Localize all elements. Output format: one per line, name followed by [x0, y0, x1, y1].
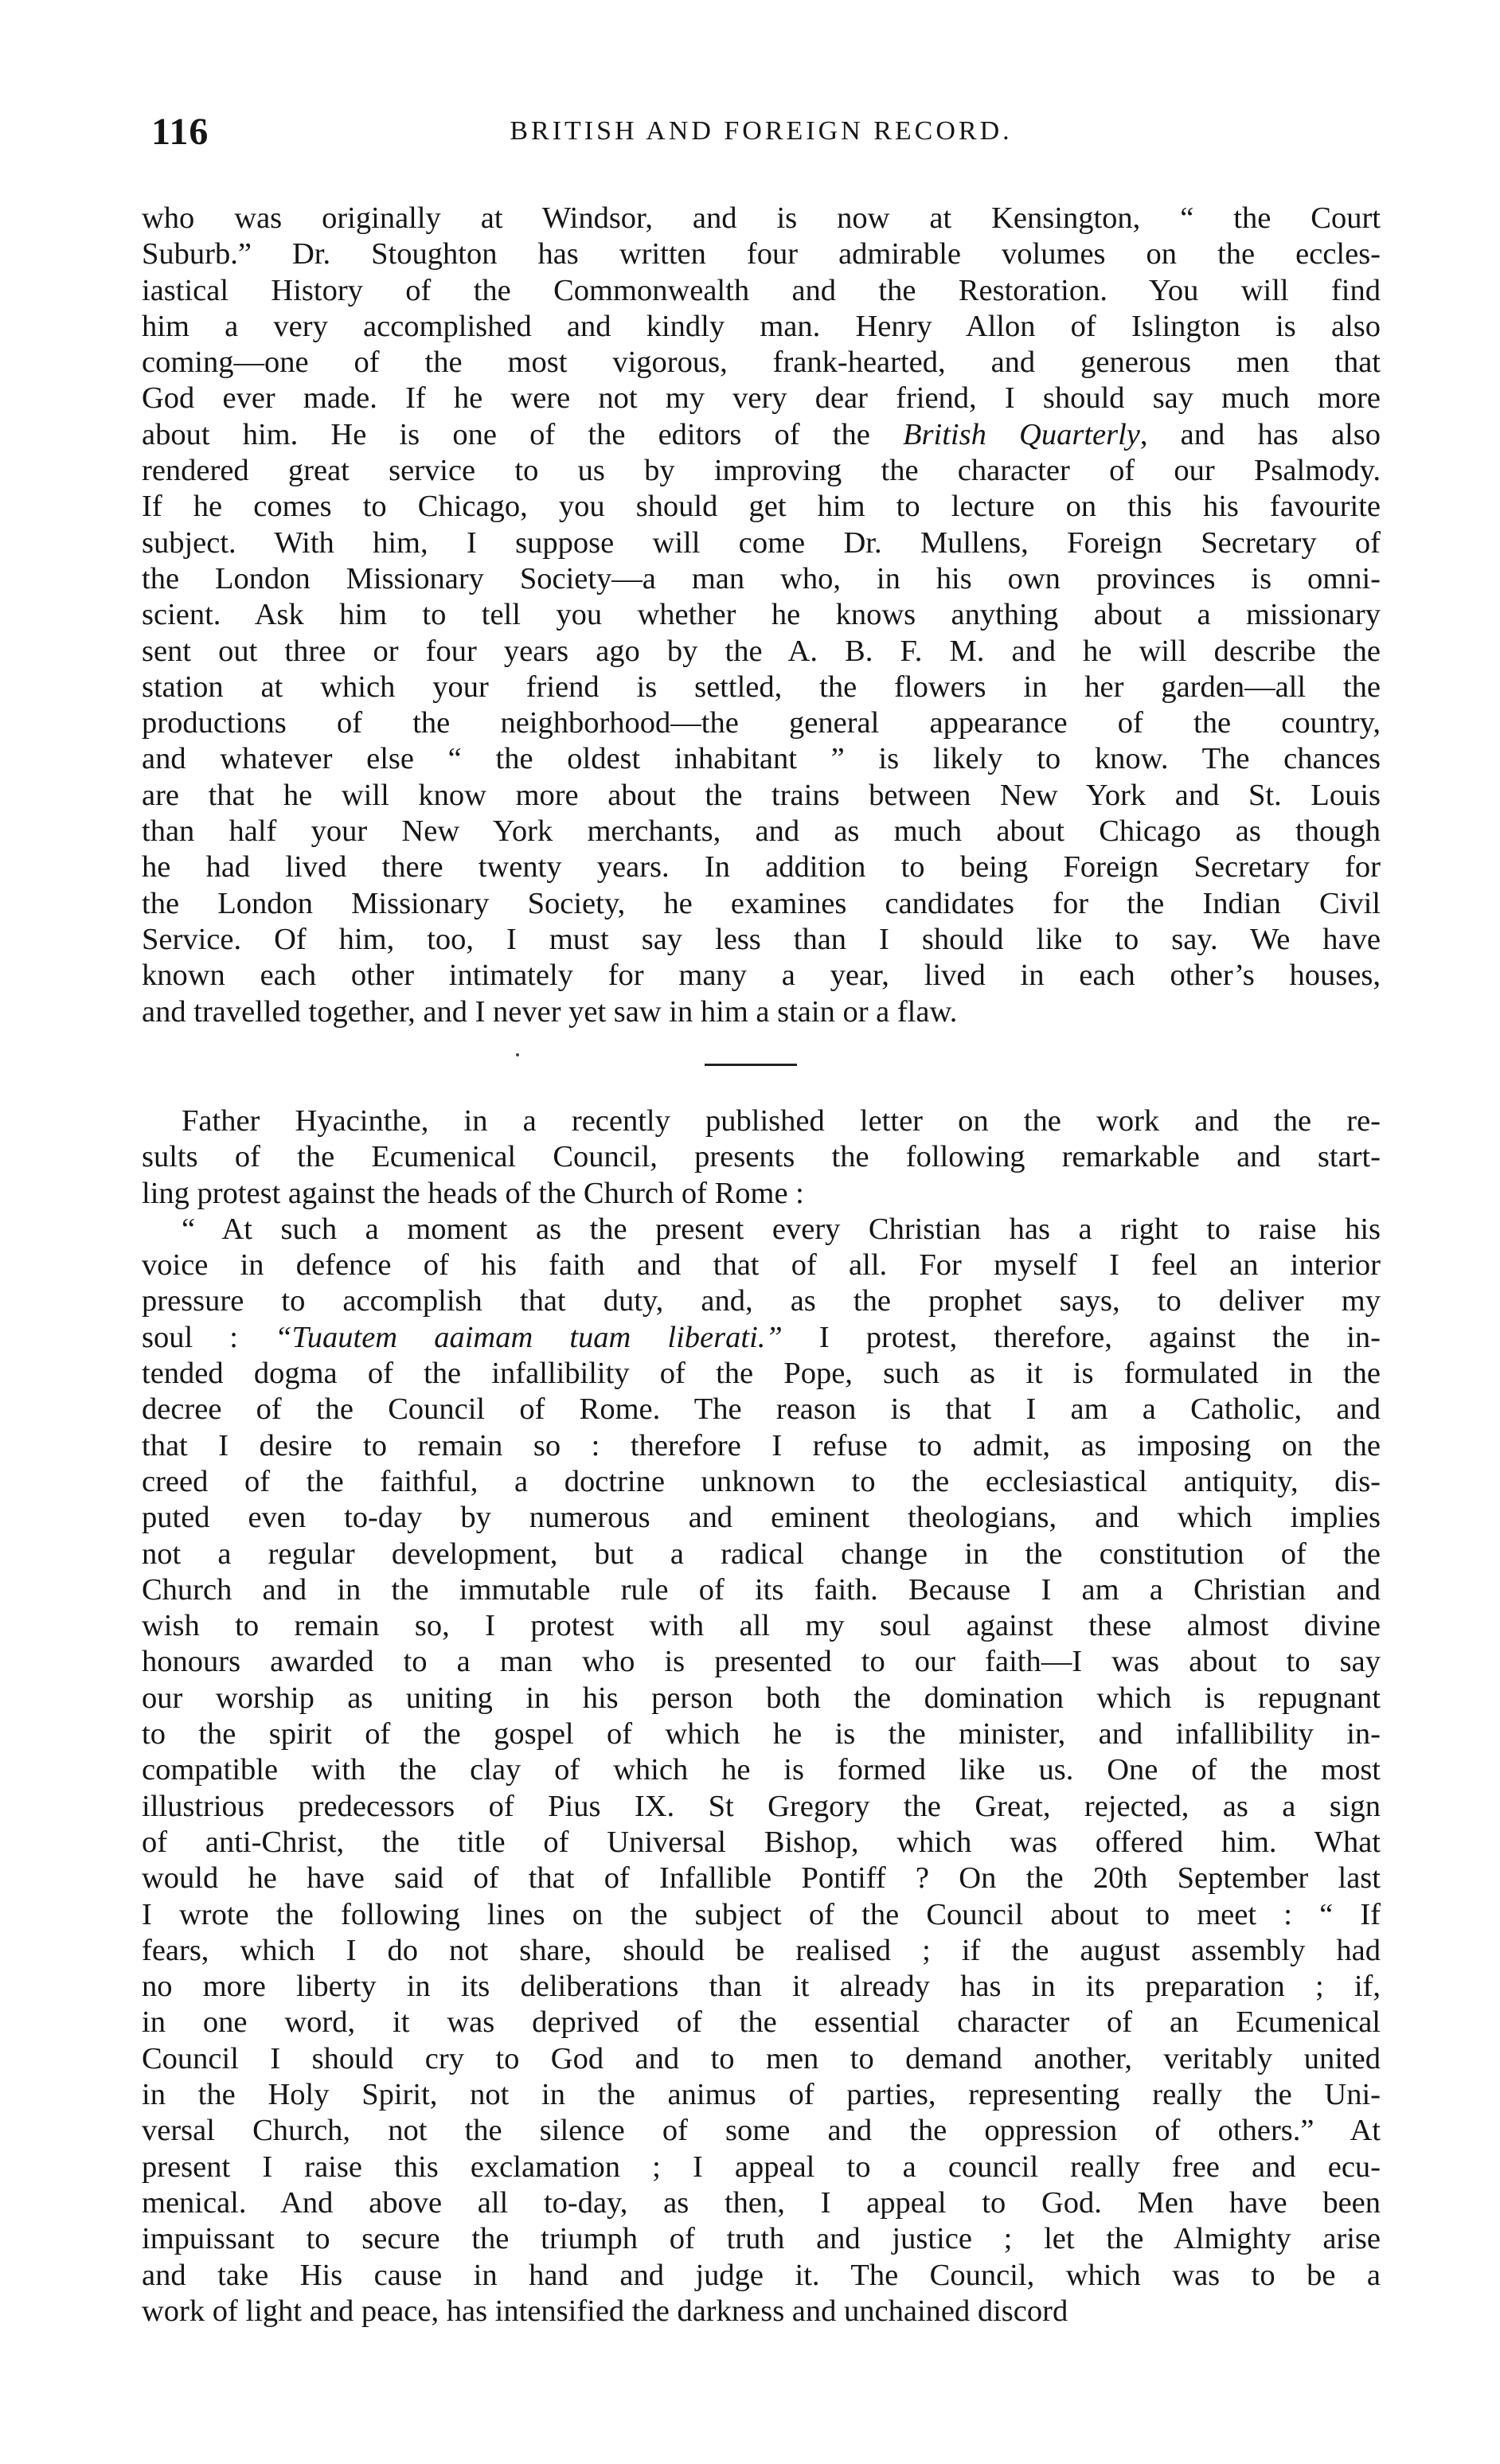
text-line: voice in defence of his faith and that of all. For myself I feel an interior — [142, 1248, 1381, 1283]
text-line: decree of the Council of Rome. The reason is that I am a Catholic, and — [142, 1392, 1381, 1427]
text-line: productions of the neighborhood—the general appearance of the country, — [142, 706, 1381, 740]
text-line: scient. Ask him to tell you whether he knows anything about a missionary — [142, 598, 1381, 632]
text-line: ling protest against the heads of the Church of Rome : — [142, 1176, 804, 1210]
text-line: rendered great service to us by improving the character of our Psalmody. — [142, 454, 1381, 488]
text-line: iastical History of the Commonwealth and the Restoration. You will find — [142, 273, 1381, 307]
page-header — [142, 110, 1381, 158]
text-line: I wrote the following lines on the subject of the Council about to meet : “ If — [142, 1897, 1381, 1931]
text-line: not a regular development, but a radical change in the constitution of the — [142, 1537, 1381, 1571]
text-line: Service. Of him, too, I must say less than I should like to say. We have — [142, 922, 1381, 956]
text-line: “ At such a moment as the present every Christian has a right to raise his — [182, 1212, 1381, 1246]
italic-phrase: “Tuautem aaimam tuam liberati.” — [275, 1320, 783, 1354]
text-line: Church and in the immutable rule of its faith. Because I am a Christian and — [142, 1572, 1381, 1607]
text-line: coming—one of the most vigorous, frank-hearted, and generous men that — [142, 346, 1381, 380]
running-head: BRITISH AND FOREIGN RECORD. — [510, 116, 1013, 146]
text-line: no more liberty in its deliberations than it already has in its preparation ; if, — [142, 1970, 1381, 2004]
text-line: compatible with the clay of which he is formed like us. One of the most — [142, 1753, 1381, 1787]
text-line: soul : “Tuautem aaimam tuam liberati.” I protest, therefore, against the in- — [142, 1320, 1381, 1354]
text-line: in the Holy Spirit, not in the animus of parties, representing really the Uni- — [142, 2078, 1381, 2112]
text-line: who was originally at Windsor, and is now at Kensington, “ the Court — [142, 201, 1381, 235]
paragraph-london-visitors — [142, 201, 1381, 1030]
text-line: and take His cause in hand and judge it. The Council, which was to be a — [142, 2258, 1381, 2292]
text-line: to the spirit of the gospel of which he is the minister, and infallibility in- — [142, 1717, 1381, 1751]
text-line: work of light and peace, has intensified the darkness and unchained discord — [142, 2294, 1068, 2328]
text-line: than half your New York merchants, and as much about Chicago as though — [142, 814, 1381, 849]
page-number: 116 — [151, 111, 209, 153]
text-line: creed of the faithful, a doctrine unknown to the ecclesiastical antiquity, dis- — [142, 1464, 1381, 1498]
text-line: he had lived there twenty years. In addition to being Foreign Secretary for — [142, 850, 1381, 884]
text-line: puted even to-day by numerous and eminent theologians, and which implies — [142, 1501, 1381, 1535]
text-line: pressure to accomplish that duty, and, as the prophet says, to deliver my — [142, 1284, 1381, 1318]
text-line: If he comes to Chicago, you should get him to lecture on this his favourite — [142, 490, 1381, 524]
text-line: known each other intimately for many a year, lived in each other’s houses, — [142, 959, 1381, 993]
text-line: fears, which I do not share, should be realised ; if the august assembly had — [142, 1933, 1381, 1967]
paragraph-hyacinthe-protest — [142, 1103, 1381, 2329]
text-line: subject. With him, I suppose will come Dr. Mullens, Foreign Secretary of — [142, 525, 1381, 560]
section-divider — [705, 1064, 797, 1066]
italic-phrase: British Quarterly — [903, 417, 1140, 451]
text-line: sults of the Ecumenical Council, presents the following remarkable and start- — [142, 1140, 1381, 1174]
text-line: illustrious predecessors of Pius IX. St Gregory the Great, rejected, as a sign — [142, 1789, 1381, 1823]
text-line: wish to remain so, I protest with all my soul against these almost divine — [142, 1609, 1381, 1643]
text-line: versal Church, not the silence of some and the oppression of others.” At — [142, 2114, 1381, 2148]
text-line: the London Missionary Society, he examines candidates for the Indian Civil — [142, 886, 1381, 920]
text-line: tended dogma of the infallibility of the Pope, such as it is formulated in the — [142, 1357, 1381, 1391]
text-line: Suburb.” Dr. Stoughton has written four admirable volumes on the eccles- — [142, 237, 1381, 271]
text-line: in one word, it was deprived of the essential character of an Ecumenical — [142, 2005, 1381, 2040]
text-line: menical. And above all to-day, as then, I appeal to God. Men have been — [142, 2185, 1381, 2220]
page — [142, 0, 1381, 2464]
text-line: impuissant to secure the triumph of truth and justice ; let the Almighty arise — [142, 2222, 1381, 2256]
stray-mark — [516, 1053, 519, 1056]
text-line: sent out three or four years ago by the A. B. F. M. and he will describe the — [142, 634, 1381, 668]
text-line: honours awarded to a man who is presented to our faith—I was about to say — [142, 1645, 1381, 1679]
text-line: that I desire to remain so : therefore I refuse to admit, as imposing on the — [142, 1428, 1381, 1462]
text-line: our worship as uniting in his person both the domination which is repugnant — [142, 1681, 1381, 1715]
text-line: are that he will know more about the trains between New York and St. Louis — [142, 778, 1381, 812]
text-line: the London Missionary Society—a man who, in his own provinces is omni- — [142, 561, 1381, 595]
text-line: station at which your friend is settled, the flowers in her garden—all the — [142, 670, 1381, 704]
text-line: Father Hyacinthe, in a recently published letter on the work and the re- — [182, 1104, 1381, 1138]
text-line: present I raise this exclamation ; I appeal to a council really free and ecu- — [142, 2150, 1381, 2184]
text-line: and travelled together, and I never yet saw in him a stain or a flaw. — [142, 994, 958, 1029]
text-line: about him. He is one of the editors of the British Quarterly, and has also — [142, 417, 1381, 451]
text-line: and whatever else “ the oldest inhabitant ” is likely to know. The chances — [142, 742, 1381, 776]
text-line: of anti-Christ, the title of Universal Bishop, which was offered him. What — [142, 1825, 1381, 1859]
text-line: God ever made. If he were not my very dear friend, I should say much more — [142, 381, 1381, 416]
text-line: him a very accomplished and kindly man. Henry Allon of Islington is also — [142, 309, 1381, 343]
text-line: Council I should cry to God and to men to demand another, veritably united — [142, 2041, 1381, 2075]
text-line: would he have said of that of Infallible Pontiff ? On the 20th September last — [142, 1861, 1381, 1896]
